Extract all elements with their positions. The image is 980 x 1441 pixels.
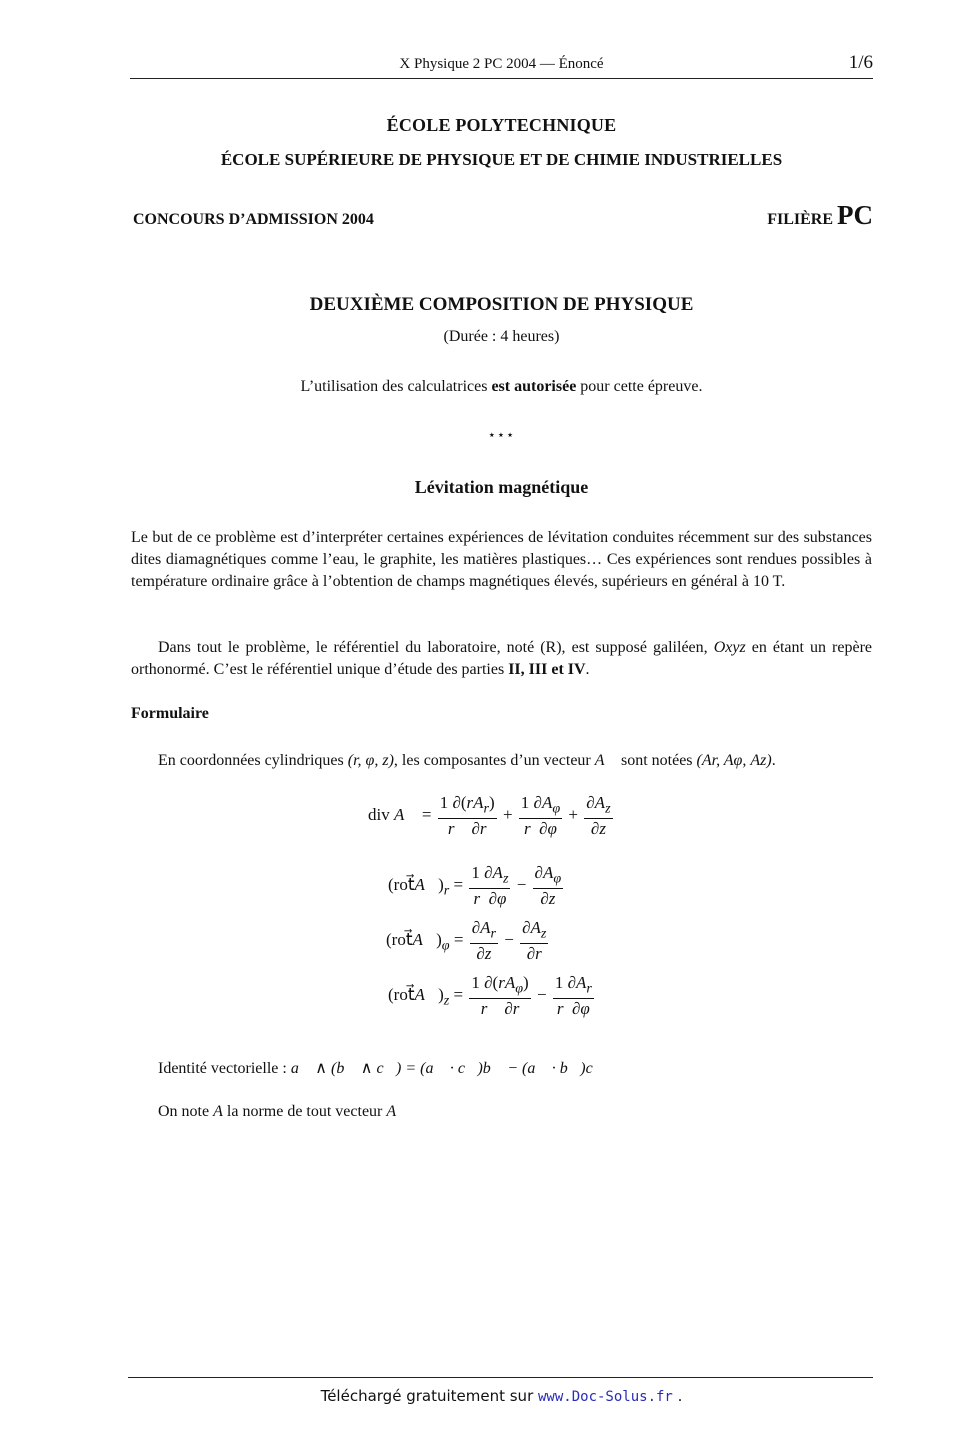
norm-note (158, 1103, 409, 1121)
composition-title: DEUXIÈME COMPOSITION DE PHYSIQUE (309, 294, 694, 315)
frame-text-2: en étant un repère orthonormé. C’est le référentiel unique d’étude des parties (131, 639, 873, 678)
calculator-note (130, 378, 873, 396)
footer-text: Téléchargé gratuitement sur (320, 1387, 538, 1405)
intro-components: (Ar, Aφ, Az) (696, 752, 772, 769)
filiere-label: FILIÈRE (767, 211, 833, 228)
footer-end: . (672, 1387, 683, 1405)
curl-z-formula: $(rot⃗A⃗)_z$ = $\frac{1 \partial(rA_\varphi)}{r \partial r}$ − $\frac{1 \partial A_r}{r \partial\varphi}$ (388, 973, 592, 1019)
page-number: 1/6 (848, 52, 873, 73)
star-separator: ⋆⋆⋆ (487, 427, 516, 442)
norm-text-1: On note (158, 1103, 214, 1120)
intro-text-3: sont notées (616, 752, 697, 769)
school-title-1: ÉCOLE POLYTECHNIQUE (386, 115, 617, 135)
intro-text-1: En coordonnées cylindriques (158, 752, 348, 769)
calc-note-after: pour cette épreuve. (576, 378, 703, 395)
footer-rule (128, 1377, 873, 1378)
curl-r-formula: $(rot⃗A⃗)_r$ = $\frac{1 \partial A_z}{r \partial\varphi}$ − $\frac{\partial A_\varphi}{\partial z}$ (388, 863, 562, 909)
norm-a: A (213, 1103, 223, 1120)
calc-note-bold: est autorisée (491, 378, 577, 395)
identity-formula: a⃗ ∧ (b⃗ ∧ c⃗) = (a⃗ · c⃗)b⃗ − (a⃗ · b⃗)c⃗ (290, 1060, 606, 1077)
intro-text-4: . (771, 752, 776, 769)
intro-vector: A⃗ (594, 752, 617, 769)
frame-parts: II, III et IV (508, 661, 586, 678)
divergence-formula: div A⃗ = $\frac{1 \partial(rA_r)}{r \partial r}$ + $\frac{1 \partial A_\varphi}{r \partial\varphi}$ + $\frac{\partial A_z}{\partial z}$ (368, 793, 611, 839)
filiere-value: PC (837, 200, 873, 230)
footer-link[interactable]: www.Doc-Solus.fr (538, 1389, 673, 1405)
intro-coords: (r, φ, z) (347, 752, 394, 769)
filiere (767, 200, 873, 231)
norm-text-2: la norme de tout vecteur (222, 1103, 387, 1120)
formulaire-heading: Formulaire (131, 705, 209, 722)
identity-label: Identité vectorielle : (158, 1060, 291, 1077)
frame-text-1: Dans tout le problème, le référentiel du laboratoire, noté (R), est supposé galiléen, (158, 639, 714, 656)
duration: (Durée : 4 heures) (443, 328, 560, 345)
school-title-2: ÉCOLE SUPÉRIEURE DE PHYSIQUE ET DE CHIMIE INDUSTRIELLES (220, 150, 783, 169)
intro-paragraph: Le but de ce problème est d’interpréter certaines expériences de lévitation conduites récemment sur des substances dites diamagnétiques comme l’eau, le graphite, les matières plastiques… Ces expériences sont rendues possibles à température ordinaire grâce à l’obtention de champs magnétiques élevés, supérieurs en général à 10 T. (131, 529, 872, 590)
frame-oxyz: Oxyz (713, 639, 746, 656)
frame-text-3: . (585, 661, 590, 678)
curl-phi-formula: $(rot⃗A⃗)_\varphi$ = $\frac{\partial A_r}{\partial z}$ − $\frac{\partial A_z}{\partial r}$ (386, 918, 547, 964)
running-title: X Physique 2 PC 2004 — Énoncé (399, 56, 604, 72)
vector-identity (158, 1058, 605, 1078)
concours-label: CONCOURS D’ADMISSION 2004 (133, 211, 374, 228)
problem-title: Lévitation magnétique (414, 477, 589, 497)
running-header (130, 52, 873, 79)
calc-note-before: L’utilisation des calculatrices (300, 378, 492, 395)
norm-vector: A⃗ (386, 1103, 409, 1120)
footer (130, 1387, 873, 1405)
formulaire-intro (131, 750, 872, 772)
frame-paragraph (131, 637, 872, 681)
intro-text-2: , les composantes d’un vecteur (393, 752, 595, 769)
